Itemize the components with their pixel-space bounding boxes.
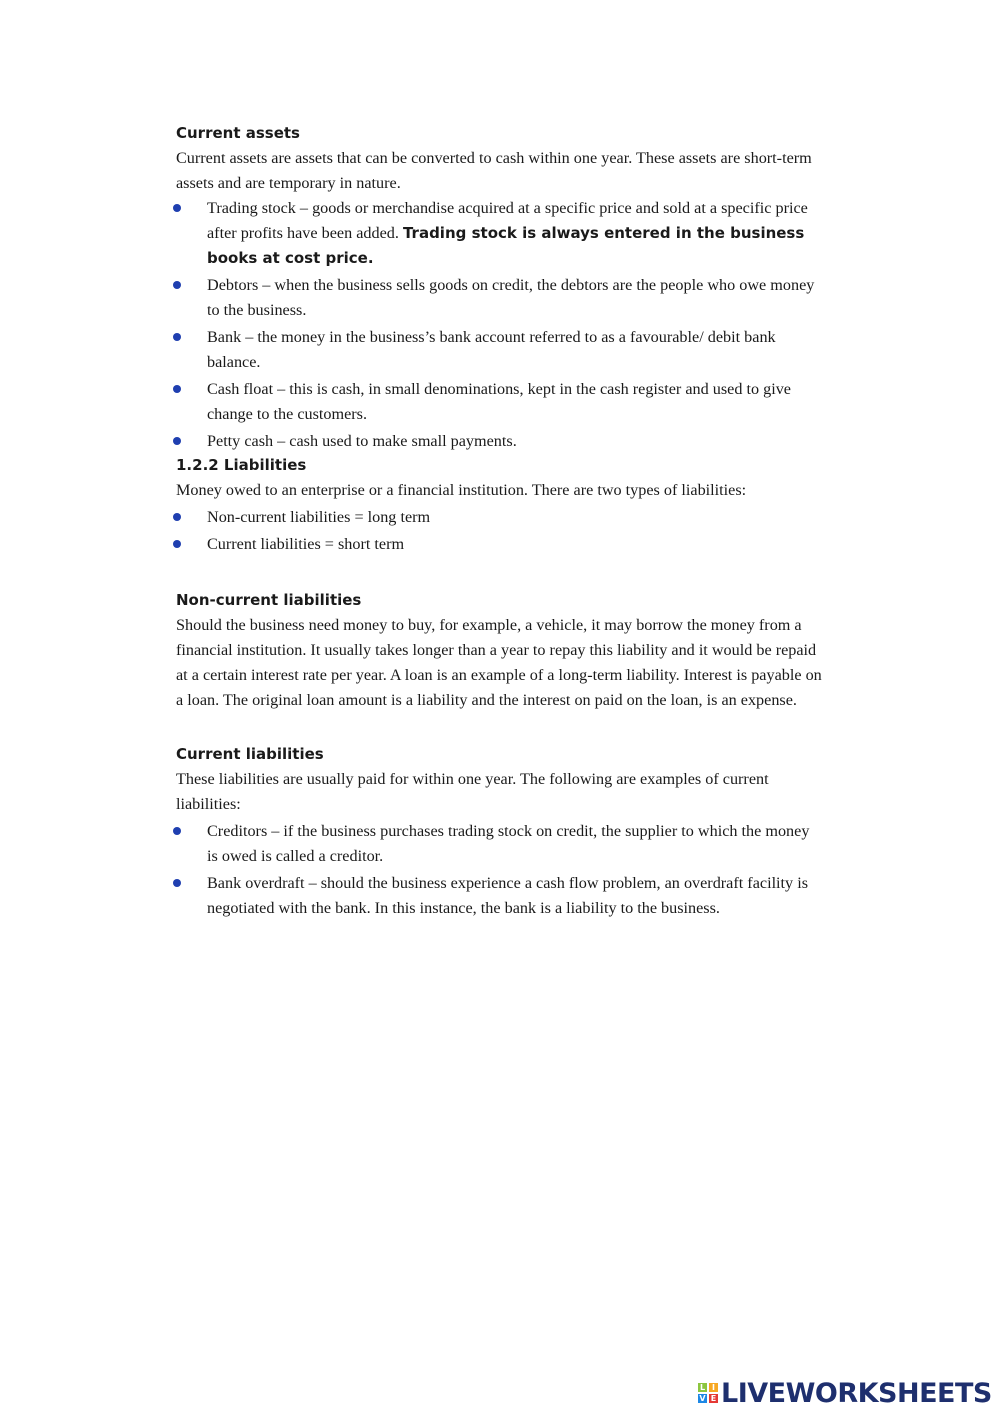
list-item (176, 273, 822, 323)
bullet-icon (173, 333, 181, 341)
liveworksheets-logo-text: LIVEWORKSHEETS (721, 1377, 992, 1409)
bullet-icon (173, 827, 181, 835)
trading-stock-text: Trading stock – goods or merchandise acquired at a specific price and sold at a specific price after profits have been added. (207, 199, 808, 242)
list-item-text: Bank – the money in the business’s bank account referred to as a favourable/ debit bank balance. (207, 328, 776, 371)
list-item-text: Non-current liabilities = long term (207, 508, 431, 526)
liabilities-list (176, 505, 822, 557)
list-item (176, 429, 822, 454)
list-item-text: Cash float – this is cash, in small denominations, kept in the cash register and used to give change to the customers. (207, 380, 791, 423)
current-assets-list (176, 196, 822, 454)
bullet-icon (173, 879, 181, 887)
liveworksheets-mark-icon: L I V E (699, 1383, 717, 1403)
list-item (176, 505, 822, 530)
list-item-text: Petty cash – cash used to make small payments. (207, 432, 517, 450)
list-item (176, 819, 822, 869)
list-item-text: Current liabilities = short term (207, 535, 405, 553)
current-liabilities-list (176, 819, 822, 921)
list-item (176, 871, 822, 921)
current-liabilities-intro: These liabilities are usually paid for within one year. The following are examples of current liabilities: (176, 770, 769, 813)
list-item (176, 196, 822, 271)
list-item-text: Bank overdraft – should the business experience a cash flow problem, an overdraft facility is negotiated with the bank. In this instance, the bank is a liability to the business. (207, 874, 808, 917)
bullet-icon (173, 204, 181, 212)
liabilities-heading: 1.2.2 Liabilities (176, 456, 307, 474)
list-item (176, 377, 822, 427)
trading-stock-bold: Trading stock is always entered in the business books at cost price. (207, 224, 805, 267)
bullet-icon (173, 385, 181, 393)
current-assets-heading: Current assets (176, 124, 300, 142)
liveworksheets-logo[interactable] (698, 1378, 992, 1408)
current-liabilities-heading: Current liabilities (176, 745, 324, 763)
liabilities-intro: Money owed to an enterprise or a financial institution. There are two types of liabilities: (176, 481, 747, 499)
list-item (176, 325, 822, 375)
document-body (176, 121, 822, 923)
bullet-icon (173, 513, 181, 521)
current-assets-intro: Current assets are assets that can be converted to cash within one year. These assets are short-term assets and are temporary in nature. (176, 149, 812, 192)
list-item (176, 532, 822, 557)
non-current-liabilities-body: Should the business need money to buy, for example, a vehicle, it may borrow the money from a financial institution. It usually takes longer than a year to repay this liability and it would be repaid at a certain interest rate per year. A loan is an example of a long-term liability. Interest is payable on a loan. The original loan amount is a liability and the interest on paid on the loan, is an expense. (176, 616, 822, 709)
bullet-icon (173, 437, 181, 445)
bullet-icon (173, 540, 181, 548)
non-current-liabilities-heading: Non-current liabilities (176, 591, 362, 609)
list-item-text: Creditors – if the business purchases trading stock on credit, the supplier to which the money is owed is called a creditor. (207, 822, 810, 865)
bullet-icon (173, 281, 181, 289)
list-item-text: Debtors – when the business sells goods on credit, the debtors are the people who owe money to the business. (207, 276, 815, 319)
